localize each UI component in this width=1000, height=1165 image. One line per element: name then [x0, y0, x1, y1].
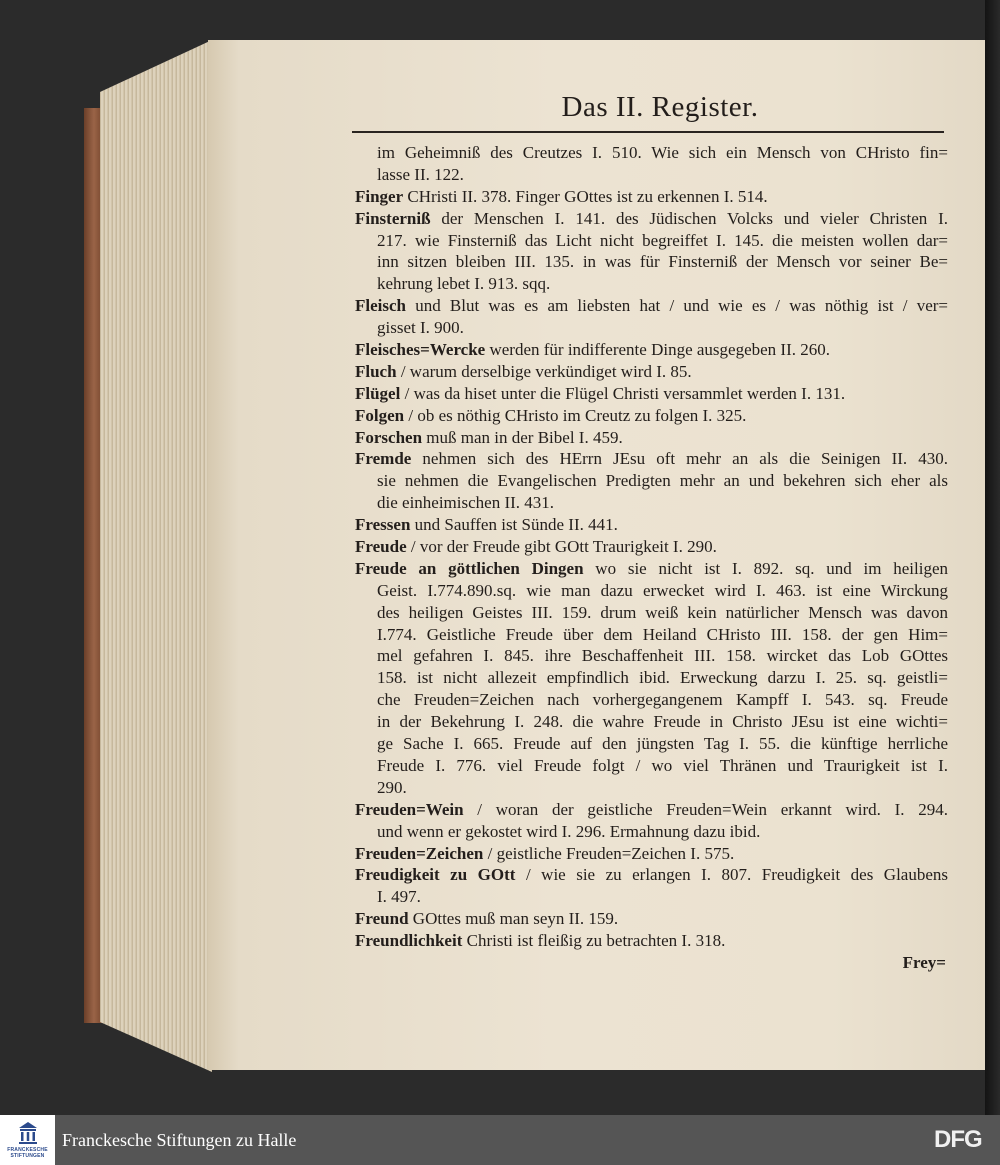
entry-lemma: Fluch	[355, 361, 397, 381]
line-text: 290.	[377, 777, 407, 797]
institution-name: Franckesche Stiftungen zu Halle	[62, 1130, 297, 1150]
binding-shadow	[985, 0, 1000, 1115]
index-entry-line	[355, 339, 948, 361]
line-text: che Freuden=Zeichen nach vorhergegangenem Kampff I. 543. sq. Freude	[377, 690, 948, 710]
entry-lemma: Freude	[355, 537, 407, 557]
line-text: der Menschen I. 141. des Jüdischen Volcks und vieler Christen I.	[441, 208, 948, 228]
entry-lemma: Fressen	[355, 515, 411, 535]
entry-lemma: Freund	[355, 909, 409, 929]
viewer-footer	[0, 1115, 1000, 1165]
entry-lemma: Finger	[355, 186, 404, 206]
line-text: lasse II. 122.	[377, 164, 464, 184]
index-line	[355, 886, 948, 908]
page-stack-edges	[100, 40, 212, 1072]
index-line	[355, 230, 948, 252]
index-entry-line	[355, 383, 948, 405]
running-head: Das II. Register.	[561, 91, 759, 123]
index-line	[355, 251, 948, 273]
line-text: gisset I. 900.	[377, 318, 464, 338]
index-entry-line	[355, 930, 948, 952]
index-entry-line	[355, 864, 948, 886]
index-line	[355, 624, 948, 646]
logo-text: FRANCKESCHE	[7, 1147, 48, 1153]
line-text: und Sauffen ist Sünde II. 441.	[414, 515, 618, 535]
line-text: I.774. Geistliche Freude über dem Heiland CHristo III. 158. der gen Him=	[377, 624, 948, 644]
line-text: inn sitzen bleiben III. 135. in was für Finsterniß der Mensch vor seiner Be=	[377, 252, 948, 272]
index-line	[355, 317, 948, 339]
line-text: und Blut was es am liebsten hat / und wie es / was nöthig ist / ver=	[415, 296, 948, 316]
index-line	[355, 142, 948, 164]
index-line	[355, 602, 948, 624]
line-text: wo sie nicht ist I. 892. sq. und im heiligen	[595, 558, 948, 578]
index-line	[355, 470, 948, 492]
index-line	[355, 645, 948, 667]
line-text: die einheimischen II. 431.	[377, 493, 555, 513]
index-line	[355, 777, 948, 799]
line-text: I. 497.	[377, 887, 421, 907]
line-text: / warum derselbige verkündiget wird I. 85.	[400, 361, 692, 381]
index-line	[355, 273, 948, 295]
index-line	[355, 689, 948, 711]
register-text	[355, 142, 948, 974]
index-entry-line	[355, 799, 948, 821]
index-entry-line	[355, 448, 948, 470]
line-text: / vor der Freude gibt GOtt Traurigkeit I. 290.	[410, 537, 717, 557]
line-text: kehrung lebet I. 913. sqq.	[377, 274, 551, 294]
index-line	[355, 667, 948, 689]
index-entry-line	[355, 405, 948, 427]
catchword: Frey=	[902, 952, 946, 972]
index-line	[355, 821, 948, 843]
entry-lemma: Fremde	[355, 449, 412, 469]
building-emblem-icon	[17, 1121, 39, 1145]
entry-lemma: Freude an göttlichen Dingen	[355, 558, 584, 578]
entry-lemma: Freuden=Wein	[355, 799, 464, 819]
line-text: / ob es nöthig CHristo im Creutz zu folgen I. 325.	[408, 405, 747, 425]
entry-lemma: Forschen	[355, 427, 423, 447]
line-text: / woran der geistliche Freuden=Wein erkannt wird. I. 294.	[477, 799, 948, 819]
line-text: 158. ist nicht allezeit empfindlich ibid. Erweckung darzu I. 25. sq. geistli=	[377, 668, 948, 688]
line-text: muß man in der Bibel I. 459.	[426, 427, 623, 447]
entry-lemma: Flügel	[355, 383, 401, 403]
entry-lemma: Freundlichkeit	[355, 931, 463, 951]
index-entry-line	[355, 558, 948, 580]
index-entry-line	[355, 843, 948, 865]
line-text: / wie sie zu erlangen I. 807. Freudigkeit des Glaubens	[525, 865, 949, 885]
index-line	[355, 711, 948, 733]
franckesche-stiftungen-logo[interactable]	[0, 1115, 55, 1165]
entry-lemma: Freuden=Zeichen	[355, 843, 484, 863]
logo-text: STIFTUNGEN	[10, 1153, 45, 1159]
entry-lemma: Finsterniß	[355, 208, 431, 228]
line-text: ge Sache I. 665. Freude auf den jüngsten Tag I. 55. die künftige herrliche	[377, 734, 948, 754]
line-text: im Geheimniß des Creutzes I. 510. Wie sich ein Mensch von CHristo fin=	[377, 143, 948, 162]
entry-lemma: Fleisch	[355, 296, 406, 316]
head-rule	[352, 131, 944, 133]
line-text: Geist. I.774.890.sq. wie man dazu erwecket wird I. 463. ist eine Wirckung	[377, 580, 948, 600]
dfg-logo[interactable]: DFG	[934, 1126, 982, 1153]
index-line	[355, 733, 948, 755]
index-entry-line	[355, 186, 948, 208]
line-text: in der Bekehrung I. 248. die wahre Freude in Christo JEsu ist eine wichti=	[377, 712, 948, 732]
index-entry-line	[355, 295, 948, 317]
line-text: Freude I. 776. viel Freude folgt / wo viel Thränen und Traurigkeit ist I.	[377, 755, 948, 775]
line-text: sie nehmen die Evangelischen Predigten mehr an und bekehren sich eher als	[377, 471, 948, 491]
index-entry-line	[355, 208, 948, 230]
entry-lemma: Folgen	[355, 405, 405, 425]
index-line	[355, 755, 948, 777]
index-line	[355, 164, 948, 186]
line-text: / was da hiset unter die Flügel Christi versammlet werden I. 131.	[404, 383, 846, 403]
line-text: GOttes muß man seyn II. 159.	[412, 909, 619, 929]
entry-lemma: Fleisches=Wercke	[355, 340, 486, 360]
index-entry-line	[355, 536, 948, 558]
line-text: des heiligen Geistes III. 159. drum weiß kein natürlicher Mensch was davon	[377, 602, 948, 622]
index-entry-line	[355, 427, 948, 449]
index-entry-line	[355, 361, 948, 383]
line-text: und wenn er gekostet wird I. 296. Ermahnung dazu ibid.	[377, 821, 761, 841]
index-line	[355, 580, 948, 602]
line-text: mel gefahren I. 845. ihre Beschaffenheit III. 158. wircket das Lob GOttes	[377, 646, 948, 666]
index-line	[355, 492, 948, 514]
line-text: werden für indifferente Dinge ausgegeben II. 260.	[489, 340, 830, 360]
entry-lemma: Freudigkeit zu GOtt	[355, 865, 516, 885]
index-entry-line	[355, 908, 948, 930]
line-text: / geistliche Freuden=Zeichen I. 575.	[487, 843, 735, 863]
line-text: 217. wie Finsterniß das Licht nicht begreiffet I. 145. die meisten wollen dar=	[377, 230, 948, 250]
line-text: Christi ist fleißig zu betrachten I. 318.	[466, 931, 726, 951]
line-text: nehmen sich des HErrn JEsu oft mehr an als die Seinigen II. 430.	[422, 449, 948, 469]
line-text: CHristi II. 378. Finger GOttes ist zu erkennen I. 514.	[407, 186, 768, 206]
book-cover-edge	[84, 108, 102, 1023]
index-entry-line	[355, 514, 948, 536]
